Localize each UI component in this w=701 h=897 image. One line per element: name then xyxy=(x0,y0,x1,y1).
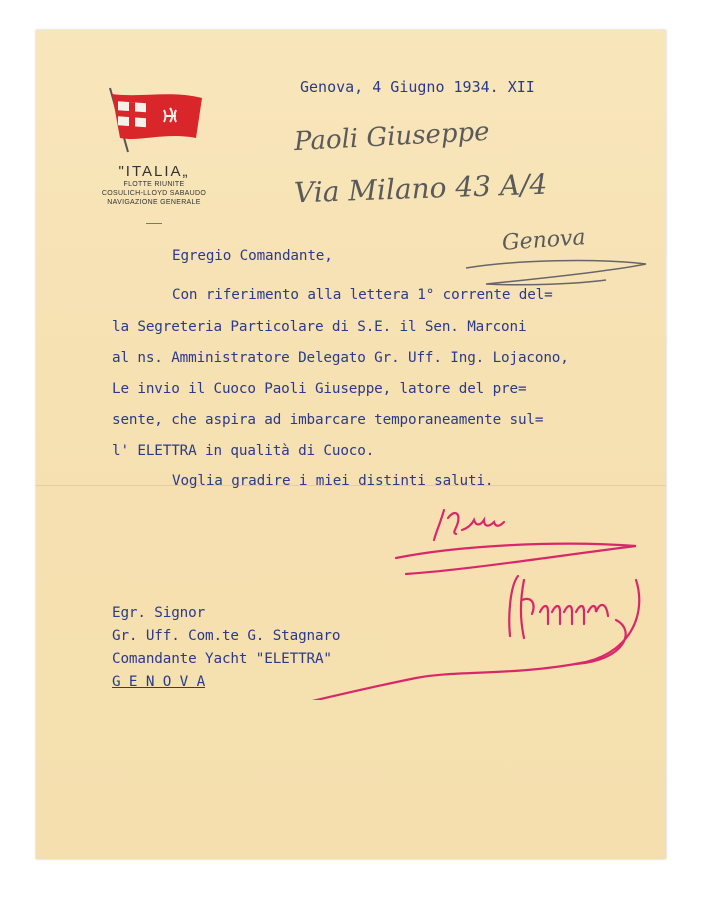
letterhead-line-2: COSULICH-LLOYD SABAUDO xyxy=(101,190,207,197)
date-line: Genova, 4 Giugno 1934. XII xyxy=(300,78,535,96)
flag-icon xyxy=(100,86,210,166)
addressee-city: G E N O V A xyxy=(112,674,206,690)
letterhead-rule xyxy=(146,223,162,224)
handwritten-city: Genova xyxy=(501,225,587,256)
handwritten-name: Paoli Giuseppe xyxy=(293,116,491,158)
letterhead xyxy=(94,163,214,207)
salutation: Egregio Comandante, xyxy=(172,248,333,264)
body-line-3: al ns. Amministratore Delegato Gr. Uff. Ing. Lojacono, xyxy=(112,350,569,366)
addressee-line-2: Gr. Uff. Com.te G. Stagnaro xyxy=(112,628,341,644)
body-line-1: Con riferimento alla lettera 1° corrente del= xyxy=(172,287,553,303)
handwritten-address: Via Milano 43 A/4 xyxy=(293,167,548,210)
letter-paper xyxy=(36,30,666,859)
letterhead-line-3: NAVIGAZIONE GENERALE xyxy=(107,199,201,206)
body-line-4: Le invio il Cuoco Paoli Giuseppe, latore del pre= xyxy=(112,381,527,397)
addressee-line-3: Comandante Yacht "ELETTRA" xyxy=(112,651,332,667)
company-name: "ITALIA„ xyxy=(118,163,190,180)
body-line-6: l' ELETTRA in qualità di Cuoco. xyxy=(112,443,375,459)
body-line-7: Voglia gradire i miei distinti saluti. xyxy=(172,473,494,489)
addressee-line-1: Egr. Signor xyxy=(112,605,206,621)
body-line-2: la Segreteria Particolare di S.E. il Sen. Marconi xyxy=(112,319,527,335)
letterhead-line-1: FLOTTE RIUNITE xyxy=(123,181,185,188)
body-line-5: sente, che aspira ad imbarcare temporaneamente sul= xyxy=(112,412,544,428)
signature-icon xyxy=(256,500,656,700)
